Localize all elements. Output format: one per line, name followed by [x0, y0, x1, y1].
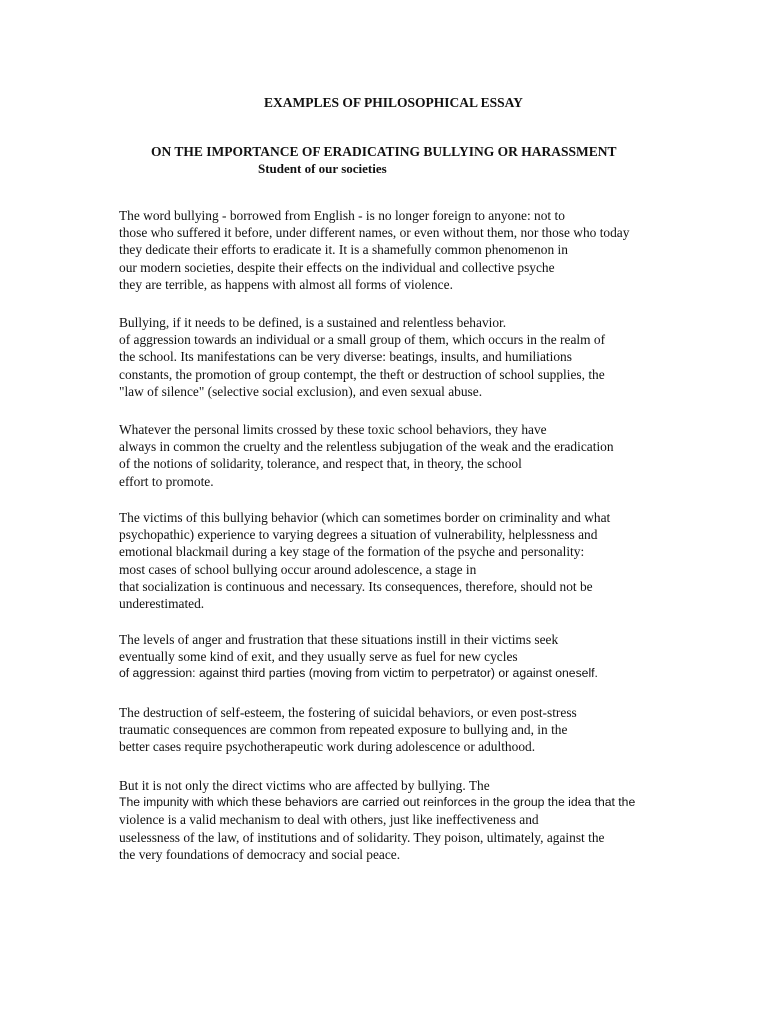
paragraph-line: emotional blackmail during a key stage of the formation of the psyche and personality:	[119, 544, 585, 560]
paragraph-line: The destruction of self-esteem, the fostering of suicidal behaviors, or even post-stress	[119, 705, 577, 720]
paragraph-line: eventually some kind of exit, and they usually serve as fuel for new cycles	[119, 649, 518, 665]
paragraph-line: of the notions of solidarity, tolerance, and respect that, in theory, the school	[119, 456, 522, 472]
paragraph-7	[119, 777, 635, 863]
paragraph-line: The impunity with which these behaviors are carried out reinforces in the group the idea that the	[119, 795, 636, 810]
paragraph-line: our modern societies, despite their effects on the individual and collective psyche	[119, 259, 555, 275]
paragraph-line: The levels of anger and frustration that these situations instill in their victims seek	[119, 632, 559, 647]
document-title: EXAMPLES OF PHILOSOPHICAL ESSAY	[264, 95, 523, 110]
paragraph-line: constants, the promotion of group contempt, the theft or destruction of school supplies, the	[119, 366, 605, 382]
essay-title: ON THE IMPORTANCE OF ERADICATING BULLYING OR HARASSMENT	[151, 144, 617, 159]
paragraph-line: of aggression towards an individual or a small group of them, which occurs in the realm of	[119, 332, 606, 348]
paragraph-line: But it is not only the direct victims who are affected by bullying. The	[119, 778, 490, 793]
paragraph-5	[119, 631, 598, 683]
paragraph-line: Whatever the personal limits crossed by these toxic school behaviors, they have	[119, 422, 547, 437]
paragraph-3	[119, 421, 614, 490]
paragraph-line: "law of silence" (selective social exclusion), and even sexual abuse.	[119, 383, 483, 399]
paragraph-line: uselessness of the law, of institutions and of solidarity. They poison, ultimately, against the	[119, 829, 605, 845]
paragraph-4	[119, 509, 610, 612]
paragraph-line: of aggression: against third parties (moving from victim to perpetrator) or against oneself.	[119, 666, 598, 681]
paragraph-line: traumatic consequences are common from repeated exposure to bullying and, in the	[119, 722, 568, 738]
paragraph-line: most cases of school bullying occur around adolescence, a stage in	[119, 561, 477, 577]
paragraph-line: psychopathic) experience to varying degrees a situation of vulnerability, helplessness and	[119, 527, 598, 543]
paragraph-line: those who suffered it before, under different names, or even without them, nor those who today	[119, 225, 630, 241]
paragraph-line: violence is a valid mechanism to deal with others, just like ineffectiveness and	[119, 812, 539, 828]
paragraph-2	[119, 314, 605, 400]
paragraph-1	[119, 207, 629, 293]
paragraph-line: The word bullying - borrowed from English - is no longer foreign to anyone: not to	[119, 208, 565, 223]
paragraph-line: Bullying, if it needs to be defined, is a sustained and relentless behavior.	[119, 315, 507, 330]
paragraph-line: they dedicate their efforts to eradicate it. It is a shamefully common phenomenon in	[119, 242, 568, 258]
essay-byline: Student of our societies	[258, 161, 387, 176]
paragraph-line: they are terrible, as happens with almost all forms of violence.	[119, 276, 453, 292]
paragraph-6	[119, 704, 577, 756]
paragraph-line: better cases require psychotherapeutic work during adolescence or adulthood.	[119, 739, 536, 755]
paragraph-line: effort to promote.	[119, 473, 214, 489]
paragraph-line: that socialization is continuous and necessary. Its consequences, therefore, should not be	[119, 578, 593, 594]
paragraph-line: the school. Its manifestations can be very diverse: beatings, insults, and humiliations	[119, 349, 572, 365]
paragraph-line: always in common the cruelty and the relentless subjugation of the weak and the eradication	[119, 439, 614, 455]
paragraph-line: underestimated.	[119, 596, 205, 612]
paragraph-line: the very foundations of democracy and social peace.	[119, 846, 401, 862]
paragraph-line: The victims of this bullying behavior (which can sometimes border on criminality and what	[119, 510, 611, 525]
